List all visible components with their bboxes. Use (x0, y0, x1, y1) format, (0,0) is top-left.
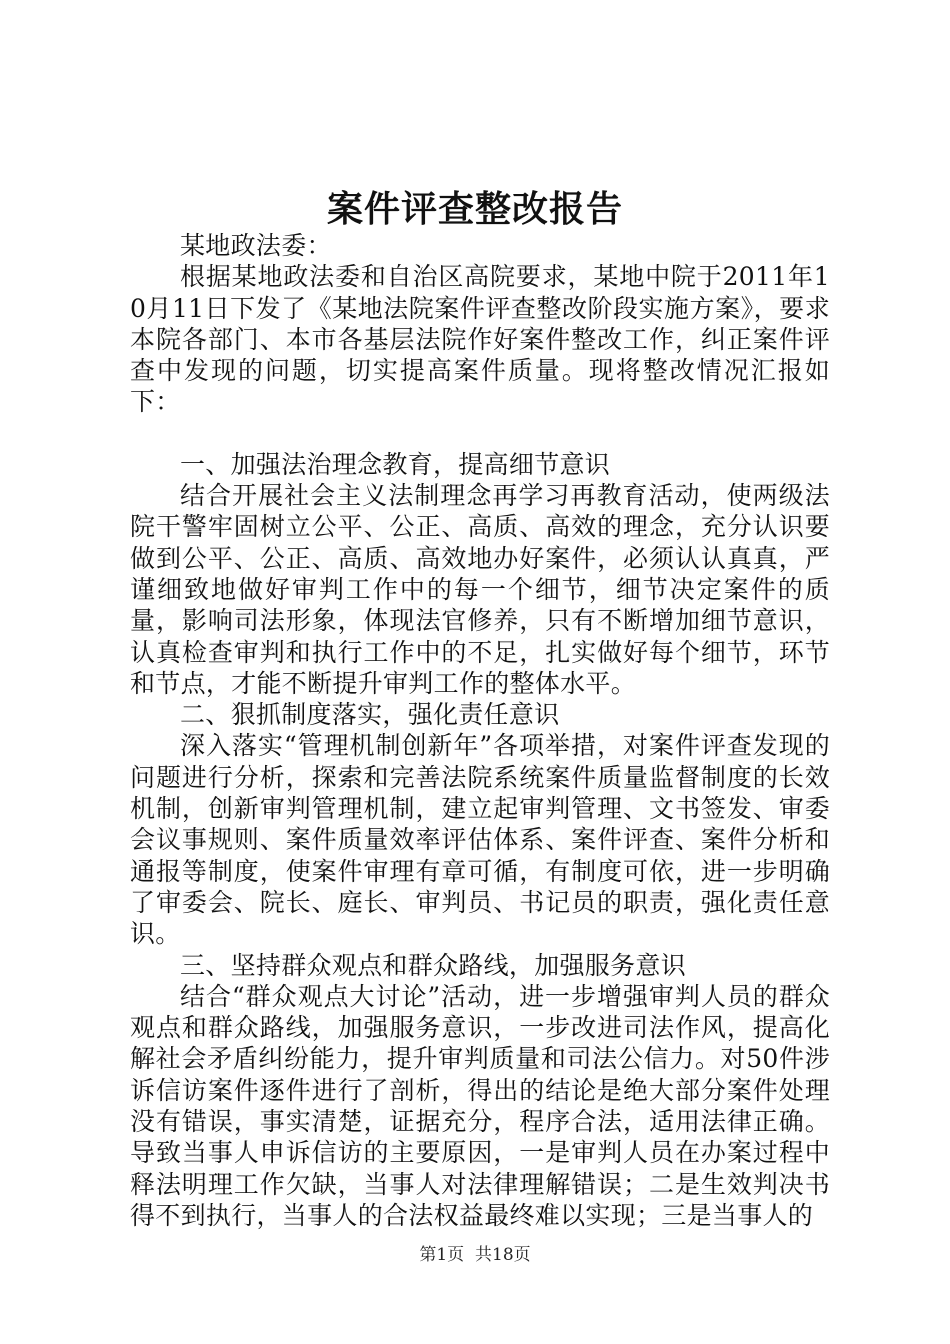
section-3-heading: 三、坚持群众观点和群众路线，加强服务意识 (180, 950, 687, 980)
intro-paragraph: 根据某地政法委和自治区高院要求，某地中院于2011年10月11日下发了《某地法院案件评查整改阶段实施方案》，要求本院各部门、本市各基层法院作好案件整改工作，纠正案件评查中发现的问题，切实提高案件质量。现将整改情况汇报如下： (130, 262, 830, 417)
document-body (130, 230, 830, 1231)
page-footer (0, 1243, 950, 1267)
page-total: 共18页 (475, 1245, 531, 1265)
section-1-heading: 一、加强法治理念教育，提高细节意识 (180, 449, 611, 479)
salutation: 某地政法委： (180, 231, 332, 260)
section-3-paragraph: 结合“群众观点大讨论”活动，进一步增强审判人员的群众观点和群众路线，加强服务意识，一步改进司法作风，提高化解社会矛盾纠纷能力，提升审判质量和司法公信力。对50件涉诉信访案件逐件进行了剖析，得出的结论是绝大部分案件处理没有错误，事实清楚，证据充分，程序合法，适用法律正确。导致当事人申诉信访的主要原因，一是审判人员在办案过程中释法明理工作欠缺，当事人对法律理解错误；二是生效判决书得不到执行，当事人的合法权益最终难以实现；三是当事人的 (130, 981, 830, 1230)
page-number: 第1页 (419, 1245, 465, 1265)
document-title: 案件评查整改报告 (326, 188, 623, 230)
section-1-paragraph: 结合开展社会主义法制理念再学习再教育活动，使两级法院干警牢固树立公平、公正、高质、高效的理念，充分认识要做到公平、公正、高质、高效地办好案件，必须认认真真，严谨细致地做好审判工作中的每一个细节，细节决定案件的质量，影响司法形象，体现法官修养，只有不断增加细节意识，认真检查审判和执行工作中的不足，扎实做好每个细节，环节和节点，才能不断提升审判工作的整体水平。 (130, 481, 830, 698)
section-2-heading: 二、狠抓制度落实，强化责任意识 (180, 700, 560, 730)
paragraph-gap (130, 418, 830, 449)
section-2-paragraph: 深入落实“管理机制创新年”各项举措，对案件评查发现的问题进行分析，探索和完善法院系统案件质量监督制度的长效机制，创新审判管理机制，建立起审判管理、文书签发、审委会议事规则、案件质量效率评估体系、案件评查、案件分析和通报等制度，使案件审理有章可循，有制度可依，进一步明确了审委会、院长、庭长、审判员、书记员的职责，强化责任意识。 (130, 731, 830, 949)
